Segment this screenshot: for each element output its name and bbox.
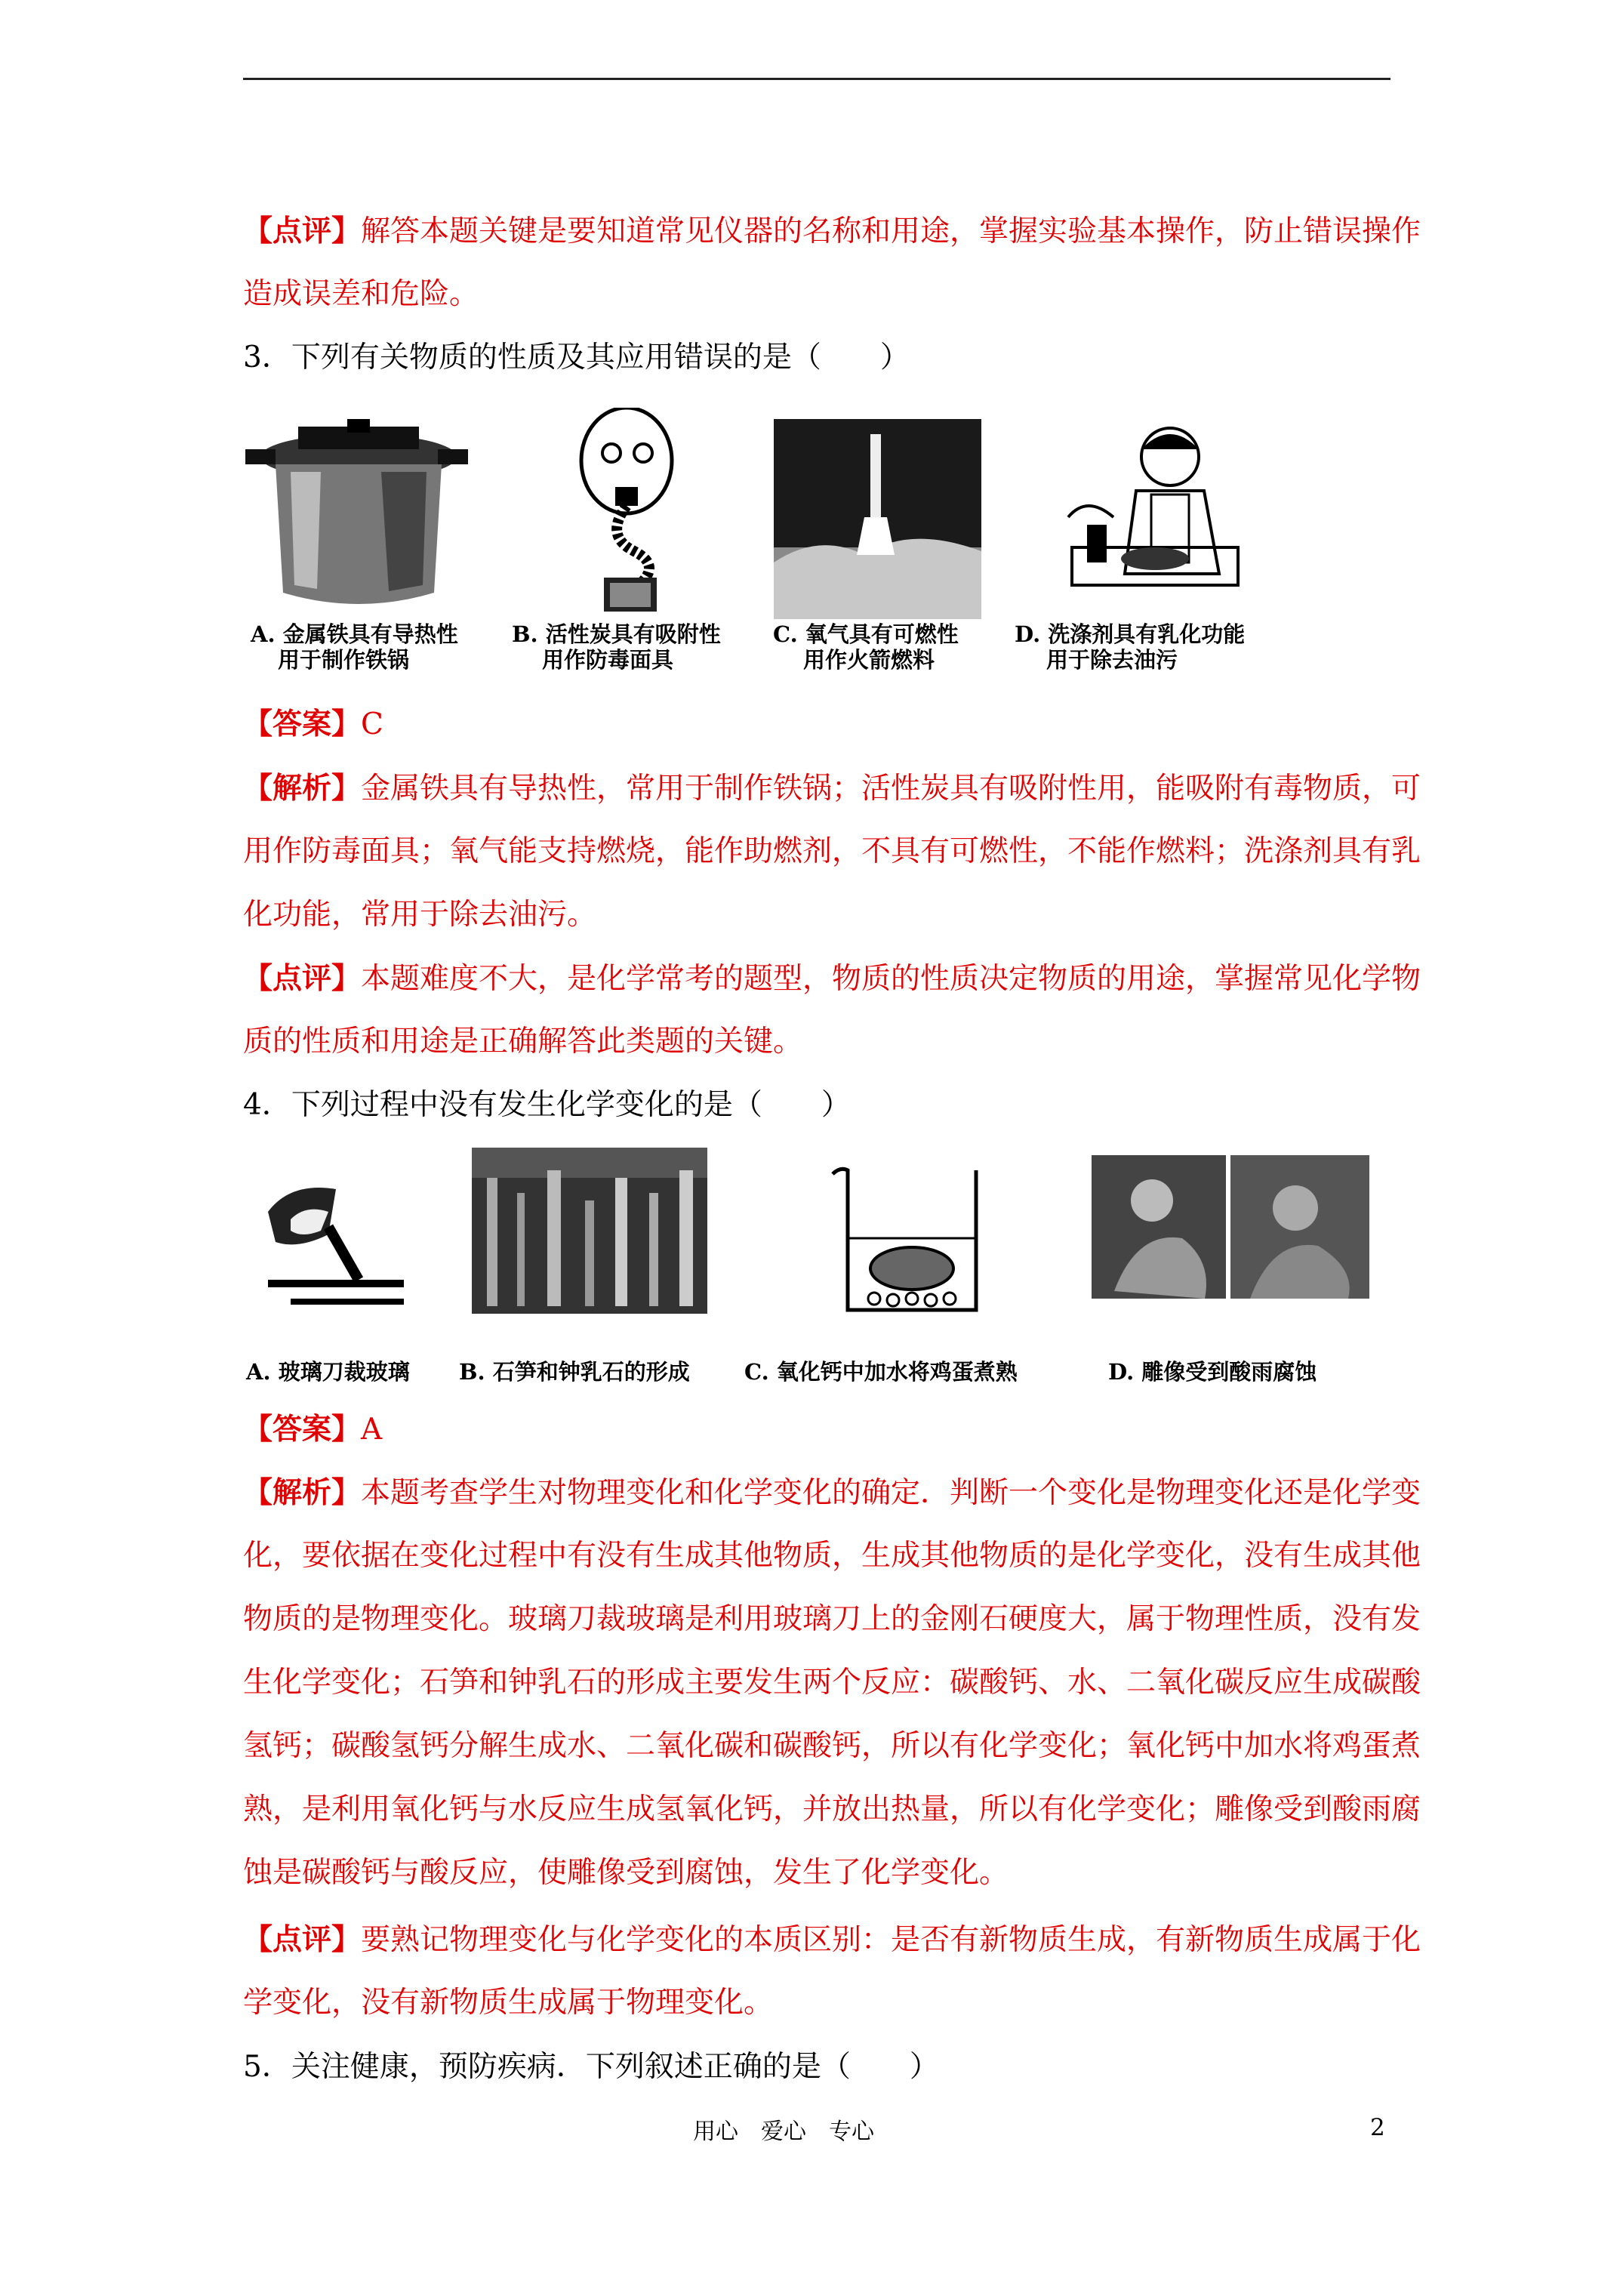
analysis-text-line: 生化学变化；石笋和钟乳石的形成主要发生两个反应：碳酸钙、水、二氧化碳反应生成碳酸 [243, 1666, 1421, 1700]
analysis-text-line: 用作防毒面具；氧气能支持燃烧，能作助燃剂，不具有可燃性，不能作燃料；洗涤剂具有乳 [243, 834, 1421, 868]
caption-line: B. 活性炭具有吸附性 [512, 621, 721, 647]
pressure-cooker-icon [245, 419, 472, 619]
caption-line: C. 氧气具有可燃性 [773, 621, 959, 647]
analysis-text: 本题考查学生对物理变化和化学变化的确定．判断一个变化是物理变化还是化学变 [361, 1476, 1421, 1510]
review-tag: 【点评】 [243, 961, 362, 996]
corroded-statue-icon [1092, 1155, 1369, 1299]
q4-option-b-caption: B. 石笋和钟乳石的形成 [459, 1359, 690, 1385]
stalactite-cave-icon [472, 1148, 707, 1314]
caption-line: 用作火箭燃料 [803, 647, 935, 673]
q4-option-a-caption: A. 玻璃刀裁玻璃 [246, 1359, 410, 1385]
q3-analysis [243, 767, 1421, 810]
q3-review [243, 957, 1421, 1000]
analysis-text: 金属铁具有导热性，常用于制作铁锅；活性炭具有吸附性用，能吸附有毒物质，可 [361, 772, 1421, 806]
review-tag: 【点评】 [243, 214, 362, 248]
analysis-text-line: 氢钙；碳酸氢钙分解生成水、二氧化碳和碳酸钙，所以有化学变化；氧化钙中加水将鸡蛋煮 [243, 1729, 1421, 1763]
question-3-stem: 3．下列有关物质的性质及其应用错误的是（ ） [243, 341, 910, 374]
q3-option-d-caption [1015, 621, 1245, 673]
answer-tag: 【答案】 [243, 1412, 362, 1447]
page-number: 2 [1370, 2114, 1385, 2141]
review-paragraph [243, 210, 1421, 253]
caption-line: 用于除去油污 [1046, 647, 1178, 673]
glass-cutter-icon [260, 1166, 411, 1314]
review-text-line: 学变化，没有新物质生成属于物理变化。 [243, 1986, 774, 2020]
header-rule [243, 78, 1390, 80]
q3-option-c-caption [773, 621, 959, 673]
caption-line: 用于制作铁锅 [278, 647, 410, 673]
review-text-line: 质的性质和用途是正确解答此类题的关键。 [243, 1025, 803, 1059]
review-text: 本题难度不大，是化学常考的题型，物质的性质决定物质的用途，掌握常见化学物 [361, 962, 1421, 996]
caption-line: A. 金属铁具有导热性 [251, 621, 458, 647]
question-5-stem: 5．关注健康，预防疾病．下列叙述正确的是（ ） [243, 2050, 939, 2084]
caption-line: D. 洗涤剂具有乳化功能 [1015, 621, 1246, 647]
analysis-text-line: 化功能，常用于除去油污。 [243, 898, 597, 932]
footer-motto: 用心 爱心 专心 [693, 2119, 874, 2145]
review-text: 解答本题关键是要知道常见仪器的名称和用途，掌握实验基本操作，防止错误操作 [361, 214, 1421, 248]
rocket-launch-icon [774, 419, 981, 619]
answer-tag: 【答案】 [243, 707, 362, 741]
analysis-text-line: 熟，是利用氧化钙与水反应生成氢氧化钙，并放出热量，所以有化学变化；雕像受到酸雨腐 [243, 1792, 1421, 1826]
dishwashing-person-icon [1057, 411, 1242, 619]
q3-option-b-caption [512, 621, 721, 673]
q4-answer [243, 1408, 382, 1451]
answer-value: C [361, 707, 383, 741]
q4-analysis [243, 1472, 1421, 1515]
analysis-tag: 【解析】 [243, 1475, 362, 1510]
answer-value: A [361, 1413, 383, 1447]
q3-answer [243, 703, 383, 746]
analysis-text-line: 物质的是物理变化。玻璃刀裁玻璃是利用玻璃刀上的金刚石硬度大，属于物理性质，没有发 [243, 1602, 1421, 1636]
analysis-text-line: 化，要依据在变化过程中有没有生成其他物质，生成其他物质的是化学变化，没有生成其他 [243, 1539, 1421, 1573]
gas-mask-icon [544, 408, 710, 619]
beaker-egg-icon [829, 1163, 996, 1318]
review-text: 要熟记物理变化与化学变化的本质区别：是否有新物质生成，有新物质生成属于化 [361, 1923, 1421, 1957]
analysis-tag: 【解析】 [243, 771, 362, 806]
q4-review [243, 1918, 1421, 1962]
q4-option-c-caption: C. 氧化钙中加水将鸡蛋煮熟 [744, 1359, 1018, 1385]
analysis-text-line: 蚀是碳酸钙与酸反应，使雕像受到腐蚀，发生了化学变化。 [243, 1856, 1009, 1890]
review-tag: 【点评】 [243, 1922, 362, 1957]
question-4-stem: 4．下列过程中没有发生化学变化的是（ ） [243, 1088, 851, 1122]
review-text-line: 造成误差和危险。 [243, 277, 479, 311]
q3-option-a-caption [251, 621, 458, 673]
caption-line: 用作防毒面具 [542, 647, 674, 673]
q4-option-d-caption: D. 雕像受到酸雨腐蚀 [1108, 1359, 1317, 1385]
